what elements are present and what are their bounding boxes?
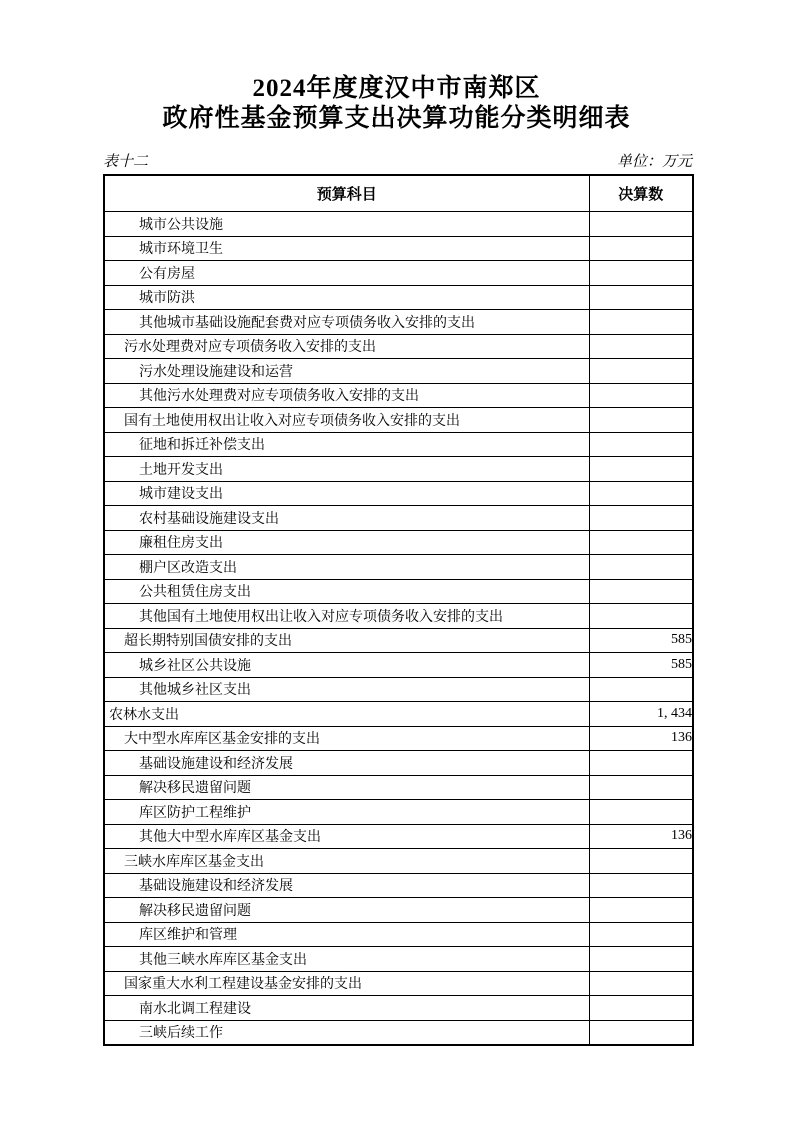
table-row <box>104 824 693 849</box>
budget-item-label: 土地开发支出 <box>104 457 589 482</box>
budget-item-value <box>589 800 693 825</box>
budget-item-value <box>589 849 693 874</box>
document-title-line1: 2024年度度汉中市南郑区 <box>252 75 541 102</box>
table-row <box>104 751 693 776</box>
budget-item-value <box>589 506 693 531</box>
budget-item-value <box>589 432 693 457</box>
table-row <box>104 726 693 751</box>
budget-item-label: 库区维护和管理 <box>104 922 589 947</box>
budget-item-label: 南水北调工程建设 <box>104 996 589 1021</box>
budget-item-value <box>589 310 693 335</box>
budget-item-value: 585 <box>589 628 693 653</box>
budget-item-label: 征地和拆迁补偿支出 <box>104 432 589 457</box>
budget-item-label: 棚户区改造支出 <box>104 555 589 580</box>
table-row <box>104 800 693 825</box>
budget-item-value: 1, 434 <box>589 702 693 727</box>
budget-item-label: 大中型水库库区基金安排的支出 <box>104 726 589 751</box>
budget-item-value <box>589 359 693 384</box>
table-row <box>104 212 693 237</box>
budget-item-label: 国有土地使用权出让收入对应专项债务收入安排的支出 <box>104 408 589 433</box>
budget-item-label: 其他国有土地使用权出让收入对应专项债务收入安排的支出 <box>104 604 589 629</box>
table-row <box>104 530 693 555</box>
table-row <box>104 261 693 286</box>
table-row <box>104 677 693 702</box>
table-row <box>104 1020 693 1045</box>
budget-item-value <box>589 751 693 776</box>
table-row <box>104 383 693 408</box>
table-row <box>104 971 693 996</box>
budget-item-label: 农村基础设施建设支出 <box>104 506 589 531</box>
table-row <box>104 359 693 384</box>
budget-item-label: 解决移民遗留问题 <box>104 898 589 923</box>
budget-item-label: 解决移民遗留问题 <box>104 775 589 800</box>
budget-item-label: 其他污水处理费对应专项债务收入安排的支出 <box>104 383 589 408</box>
budget-item-value <box>589 604 693 629</box>
table-row <box>104 408 693 433</box>
budget-item-label: 基础设施建设和经济发展 <box>104 873 589 898</box>
budget-item-value <box>589 408 693 433</box>
table-number-label: 表十二 <box>103 154 149 170</box>
table-row <box>104 506 693 531</box>
budget-item-value <box>589 873 693 898</box>
budget-item-label: 城市环境卫生 <box>104 236 589 261</box>
budget-item-value <box>589 1020 693 1045</box>
table-meta-row <box>103 154 692 170</box>
table-row <box>104 653 693 678</box>
table-row <box>104 898 693 923</box>
budget-item-value <box>589 383 693 408</box>
table-row <box>104 579 693 604</box>
table-row <box>104 947 693 972</box>
budget-item-value <box>589 947 693 972</box>
budget-item-label: 三峡后续工作 <box>104 1020 589 1045</box>
budget-item-value <box>589 922 693 947</box>
budget-item-label: 污水处理费对应专项债务收入安排的支出 <box>104 334 589 359</box>
budget-table <box>103 174 694 1046</box>
table-row <box>104 310 693 335</box>
table-row <box>104 775 693 800</box>
table-row <box>104 432 693 457</box>
budget-item-value <box>589 579 693 604</box>
unit-label: 单位：万元 <box>616 154 692 170</box>
budget-item-label: 公有房屋 <box>104 261 589 286</box>
budget-item-value <box>589 236 693 261</box>
budget-item-value <box>589 530 693 555</box>
budget-item-value <box>589 285 693 310</box>
table-body <box>104 212 693 1045</box>
budget-item-value: 585 <box>589 653 693 678</box>
budget-item-value <box>589 775 693 800</box>
budget-item-value <box>589 212 693 237</box>
budget-item-label: 库区防护工程维护 <box>104 800 589 825</box>
budget-item-value <box>589 996 693 1021</box>
budget-item-value <box>589 677 693 702</box>
table-row <box>104 849 693 874</box>
table-row <box>104 996 693 1021</box>
column-header-amount: 决算数 <box>589 175 693 212</box>
table-header <box>104 175 693 212</box>
table-row <box>104 922 693 947</box>
budget-item-label: 城乡社区公共设施 <box>104 653 589 678</box>
table-row <box>104 334 693 359</box>
budget-item-value <box>589 555 693 580</box>
table-row <box>104 481 693 506</box>
budget-item-value <box>589 971 693 996</box>
budget-item-label: 基础设施建设和经济发展 <box>104 751 589 776</box>
table-row <box>104 236 693 261</box>
budget-item-label: 污水处理设施建设和运营 <box>104 359 589 384</box>
table-row <box>104 873 693 898</box>
table-row <box>104 457 693 482</box>
budget-item-value <box>589 898 693 923</box>
budget-item-label: 城市建设支出 <box>104 481 589 506</box>
table-row <box>104 604 693 629</box>
table-row <box>104 285 693 310</box>
budget-item-value <box>589 334 693 359</box>
table-row <box>104 702 693 727</box>
budget-item-label: 城市公共设施 <box>104 212 589 237</box>
document-title-block <box>0 0 793 134</box>
budget-item-label: 其他城乡社区支出 <box>104 677 589 702</box>
budget-item-label: 农林水支出 <box>104 702 589 727</box>
budget-item-label: 廉租住房支出 <box>104 530 589 555</box>
table-row <box>104 628 693 653</box>
budget-item-label: 三峡水库库区基金支出 <box>104 849 589 874</box>
budget-item-value: 136 <box>589 824 693 849</box>
budget-item-label: 其他城市基础设施配套费对应专项债务收入安排的支出 <box>104 310 589 335</box>
budget-item-value: 136 <box>589 726 693 751</box>
document-title-line2: 政府性基金预算支出决算功能分类明细表 <box>162 105 631 132</box>
budget-item-label: 其他三峡水库库区基金支出 <box>104 947 589 972</box>
column-header-subject: 预算科目 <box>104 175 589 212</box>
table-row <box>104 555 693 580</box>
budget-item-value <box>589 481 693 506</box>
budget-item-label: 其他大中型水库库区基金支出 <box>104 824 589 849</box>
budget-item-label: 国家重大水利工程建设基金安排的支出 <box>104 971 589 996</box>
budget-item-label: 公共租赁住房支出 <box>104 579 589 604</box>
budget-item-value <box>589 457 693 482</box>
budget-item-label: 超长期特别国债安排的支出 <box>104 628 589 653</box>
budget-item-label: 城市防洪 <box>104 285 589 310</box>
budget-item-value <box>589 261 693 286</box>
